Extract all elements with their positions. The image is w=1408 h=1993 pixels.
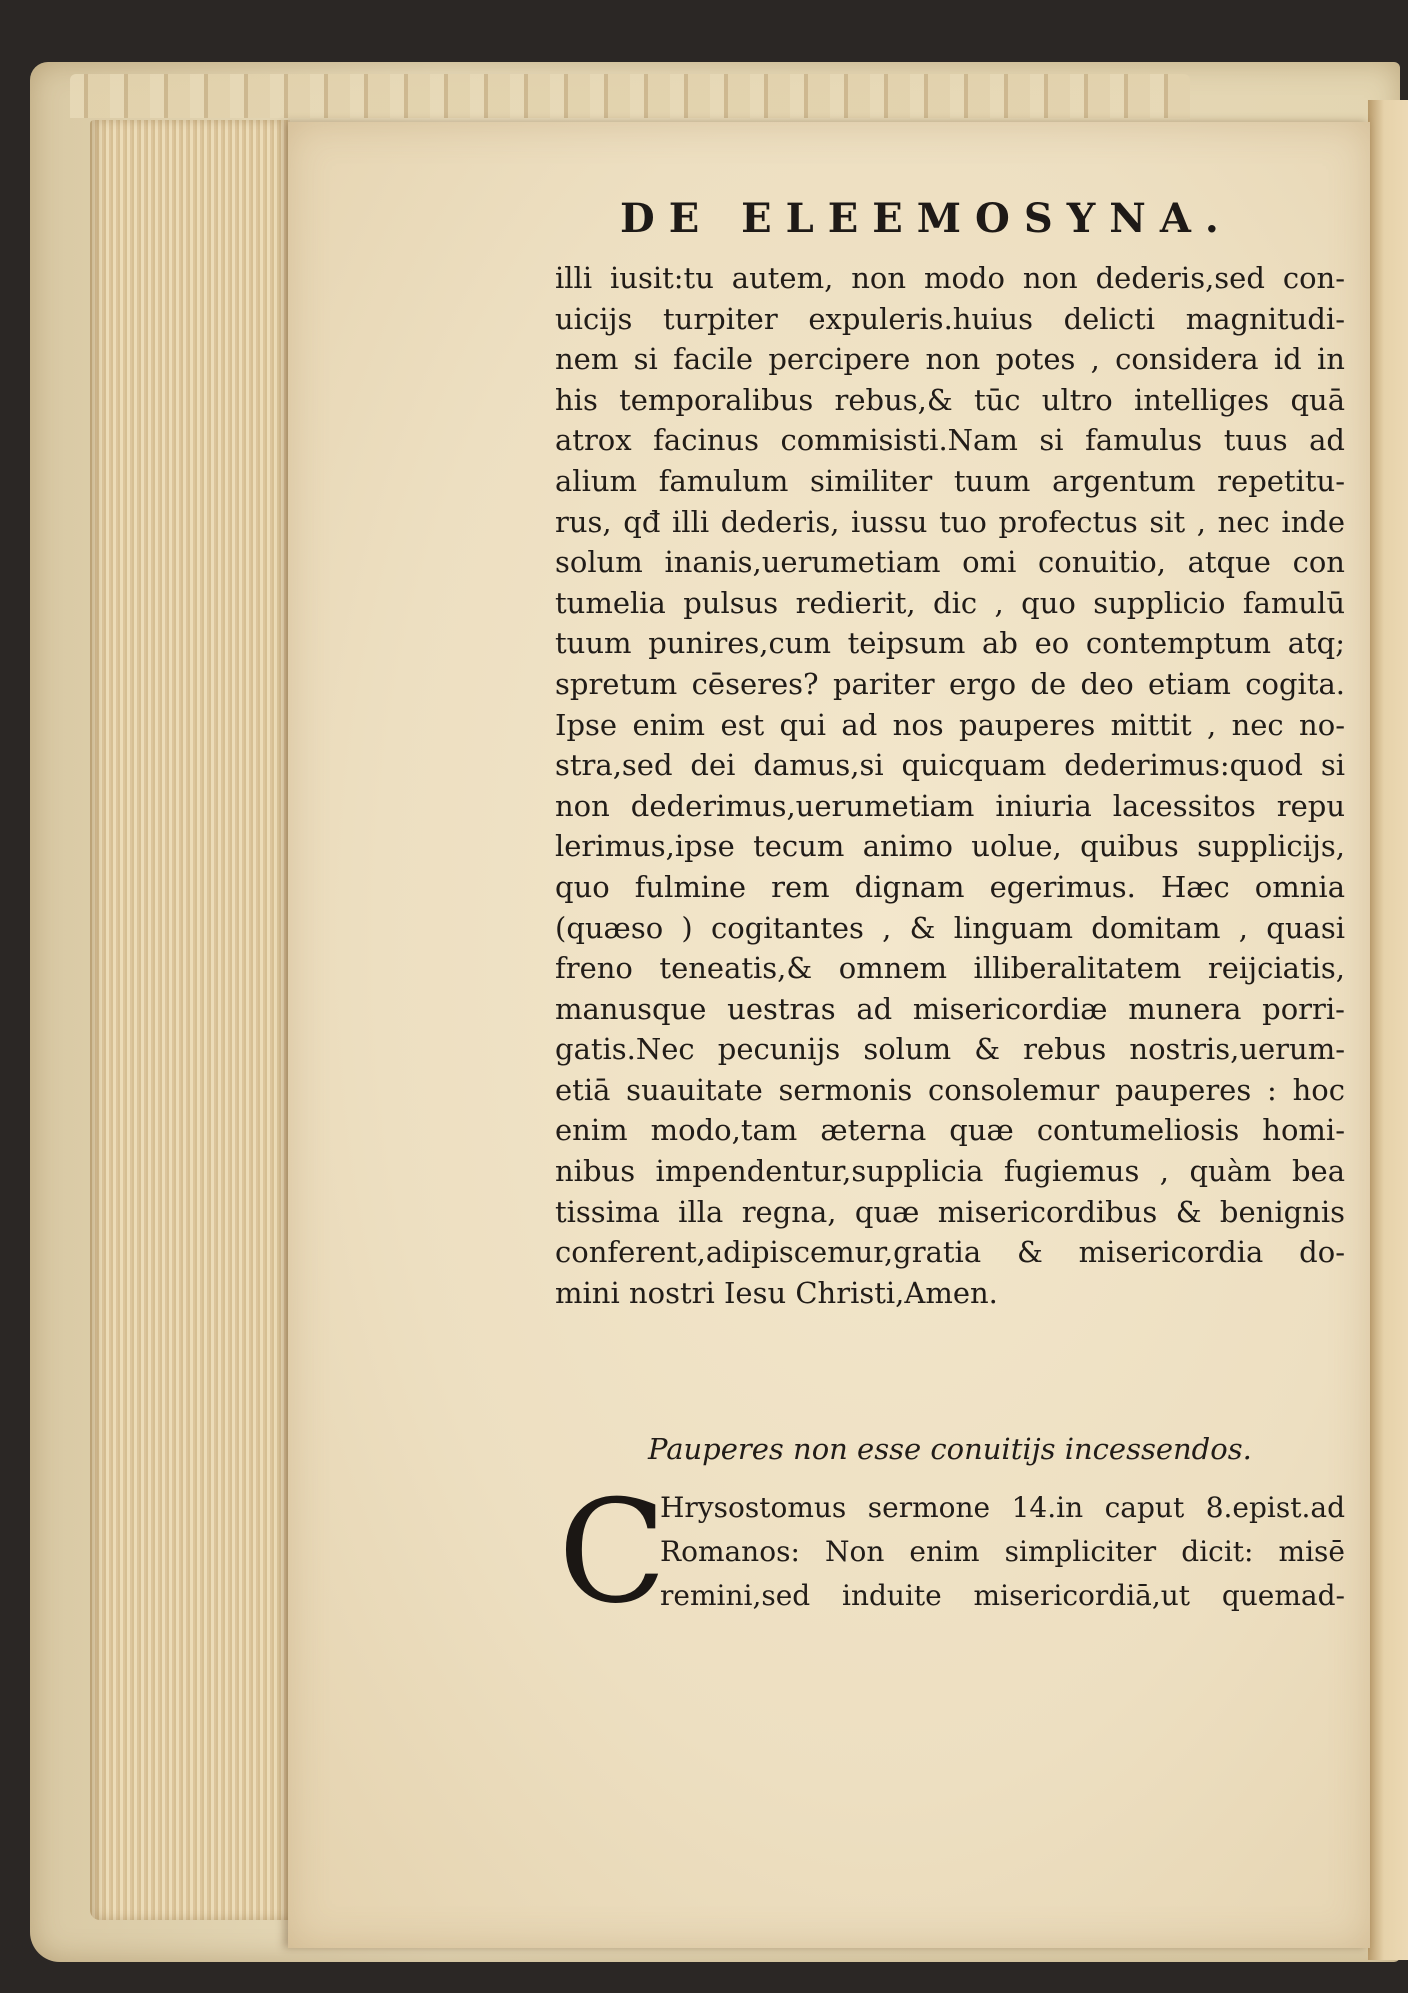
text-line: uicijs turpiter expuleris.huius delicti magnitudi- [555, 301, 1345, 336]
text-line: lerimus,ipse tecum animo uolue, quibus supplicijs, [555, 829, 1345, 864]
text-line: freno teneatis,& omnem illiberalitatem reijciatis, [555, 951, 1345, 986]
text-line: alium famulum similiter tuum argentum repetitu- [555, 463, 1345, 498]
text-line: illi iusit:tu autem, non modo non dederis,sed con- [555, 261, 1345, 295]
text-line: tumelia pulsus redierit, dic , quo supplicio famulū [555, 585, 1345, 620]
text-line: Ipse enim est qui ad nos pauperes mittit , nec no- [555, 707, 1345, 742]
text-line: tissima illa regna, quæ misericordibus & benignis [555, 1194, 1345, 1229]
text-line: remini,sed induite misericordiā,ut quemad- [660, 1579, 1345, 1612]
text-line: rus, qđ illi dederis, iussu tuo profectus sit , nec inde [555, 504, 1345, 539]
drop-cap: C [558, 1470, 667, 1635]
running-head: DE ELEEMOSYNA. [620, 195, 1233, 242]
text-line: solum inanis,uerumetiam omi conuitio, atque con [555, 545, 1345, 580]
text-line: nibus impendentur,supplicia fugiemus , quàm bea [555, 1154, 1345, 1189]
text-line: spretum cēseres? pariter ergo de deo etiam cogita. [555, 666, 1345, 701]
text-line: (quæso ) cogitantes , & linguam domitam , quasi [555, 910, 1345, 945]
text-line: mini nostri Iesu Christi,Amen. [555, 1275, 998, 1310]
text-line: atrox facinus commisisti.Nam si famulus tuus ad [555, 423, 1345, 458]
text-line: gatis.Nec pecunijs solum & rebus nostris,uerum- [555, 1032, 1345, 1067]
text-line: quo fulmine rem dignam egerimus. Hæc omnia [555, 869, 1345, 904]
body-text [555, 258, 1345, 1313]
text-line: manusque uestras ad misericordiæ munera porri- [555, 991, 1345, 1026]
page-edges [90, 120, 290, 1920]
text-line: Romanos: Non enim simpliciter dicit: misē [660, 1535, 1345, 1568]
text-line: nem si facile percipere non potes , considera id in [555, 342, 1345, 377]
facing-page-edge [1368, 100, 1408, 1960]
text-line: tuum punires,cum teipsum ab eo contemptum atq; [555, 626, 1345, 661]
text-line: his temporalibus rebus,& tūc ultro intelliges quā [555, 382, 1345, 417]
book-top-edge [70, 74, 1190, 118]
text-line: enim modo,tam æterna quæ contumeliosis homi- [555, 1113, 1345, 1148]
text-line: etiā suauitate sermonis consolemur pauperes : hoc [555, 1072, 1345, 1107]
text-line: stra,sed dei damus,si quicquam dederimus:quod si [555, 748, 1345, 783]
text-line: conferent,adipiscemur,gratia & misericordia do- [555, 1235, 1345, 1270]
text-line: non dederimus,uerumetiam iniuria lacessitos repu [555, 788, 1345, 823]
second-paragraph [660, 1486, 1345, 1618]
text-line: Hrysostomus sermone 14.in caput 8.epist.ad [660, 1491, 1345, 1524]
section-heading: Pauperes non esse conuitijs incessendos. [648, 1432, 1252, 1466]
